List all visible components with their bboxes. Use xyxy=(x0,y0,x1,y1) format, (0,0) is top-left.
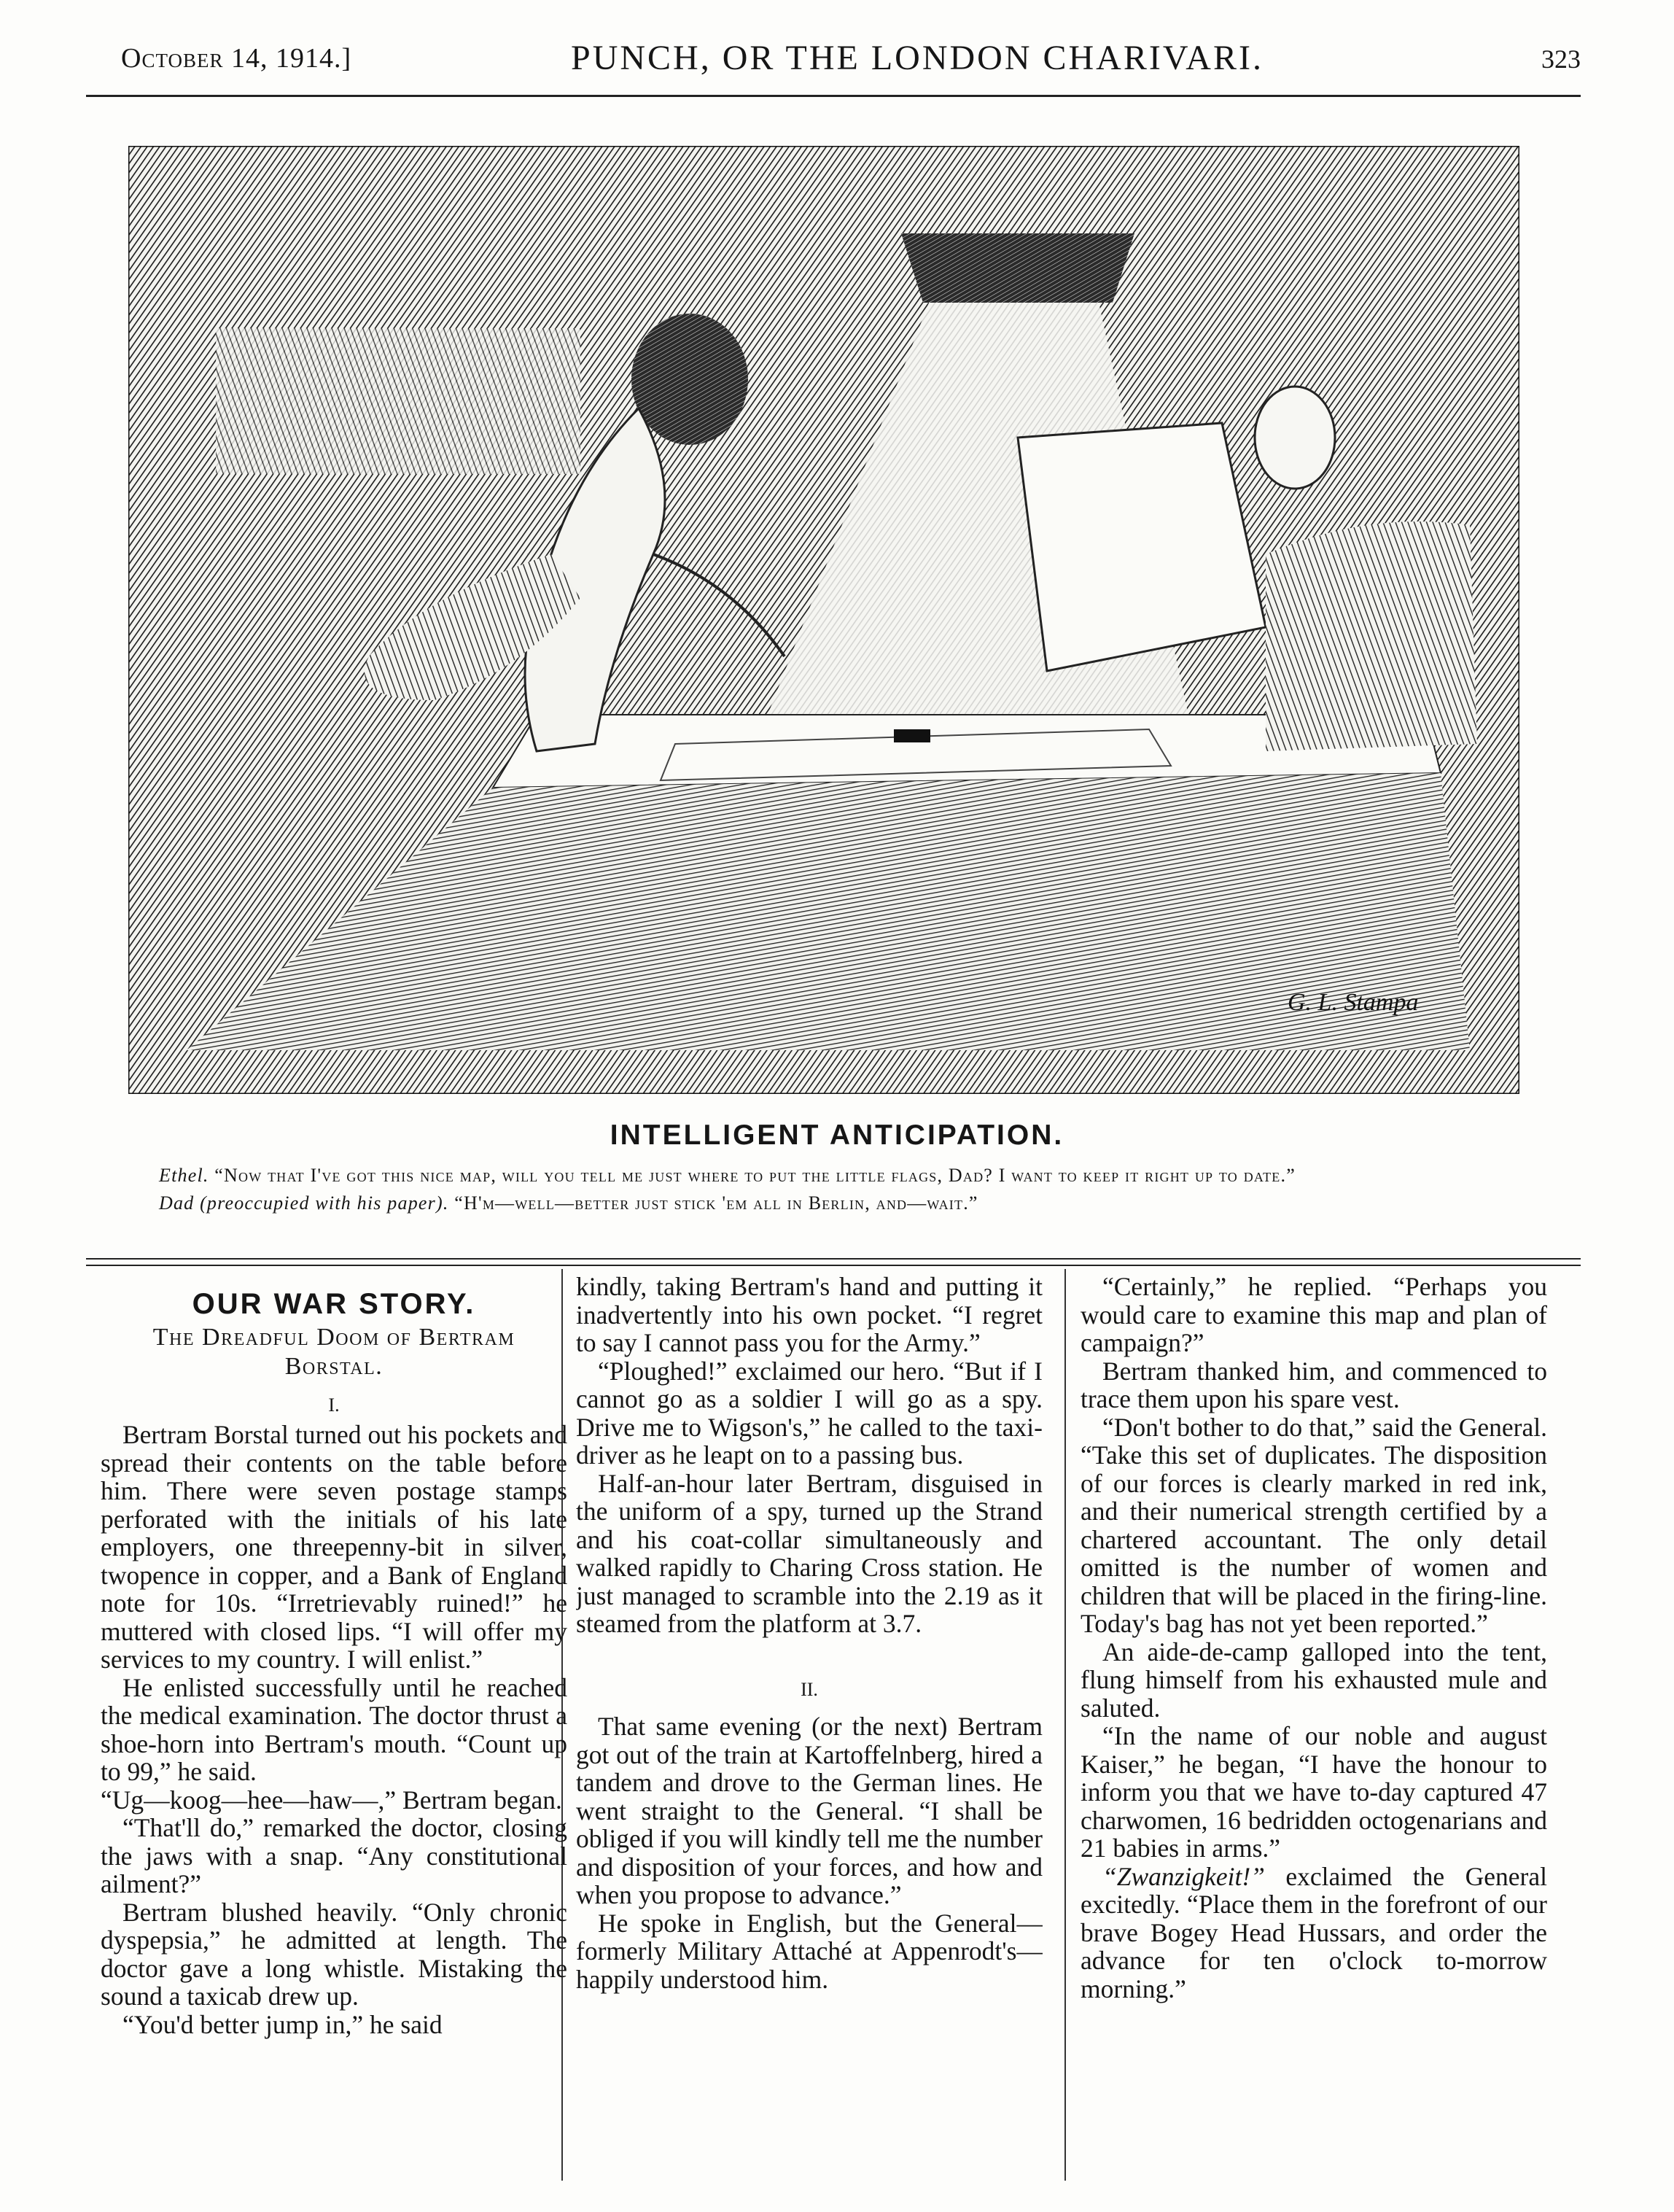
paragraph: Bertram Borstal turned out his pockets and spread their contents on the table before him. There were seven postage stamps perforated with the initials of his late employers, one threepenny-bit in silver, twopence in copper, and a Bank of England note for 10s. “Irretrievably ruined!” he muttered with closed lips. “I will offer my services to my country. I will enlist.” xyxy=(101,1420,567,1674)
caption-text-dad: “H'm—well—better just stick 'em all in Berlin, and—wait.” xyxy=(454,1192,978,1214)
paragraph-text: exclaimed the General excitedly. “Place them in the forefront of our brave Bogey Head Hussars, and order the advance for ten o'clock to-morrow morning.” xyxy=(1081,1861,1547,2003)
paragraph xyxy=(1081,1863,1547,2003)
paragraph: “Certainly,” he replied. “Perhaps you would care to examine this map and plan of campaign?” xyxy=(1081,1273,1547,1357)
caption-speaker-dad: Dad (preoccupied with his paper). xyxy=(159,1192,449,1214)
article-column-1 xyxy=(101,1273,567,2181)
paragraph: He spoke in English, but the General—formerly Military Attaché at Appenrodt's—happily understood him. xyxy=(576,1908,1043,1994)
paragraph: “Ug—koog—hee—haw—,” Bertram began. xyxy=(101,1785,562,1815)
artist-signature: G. L. Stampa xyxy=(1288,989,1419,1016)
paragraph: “Ploughed!” exclaimed our hero. “But if I cannot go as a soldier I will go as a spy. Drive me to Wigson's,” he called to the taxi-driver as he leapt on to a passing bus. xyxy=(576,1356,1043,1470)
caption-text-ethel: “Now that I've got this nice map, will you tell me just where to put the little flags, Dad? I want to keep it right up to date.” xyxy=(214,1165,1296,1186)
cartoon-illustration xyxy=(128,146,1519,1094)
paragraph: An aide-de-camp galloped into the tent, flung himself from his exhausted mule and saluted. xyxy=(1081,1637,1547,1723)
exclamation-text: “Zwanzigkeit!” xyxy=(1102,1861,1265,1891)
article-subtitle: The Dreadful Doom of Bertram Borstal. xyxy=(152,1323,515,1380)
paragraph: “You'd better jump in,” he said xyxy=(122,2009,443,2039)
cartoon-caption-title: INTELLIGENT ANTICIPATION. xyxy=(610,1119,1064,1151)
caption-speaker-ethel: Ethel. xyxy=(159,1165,209,1186)
section-divider xyxy=(86,1258,1581,1266)
publication-title: PUNCH, OR THE LONDON CHARIVARI. xyxy=(571,39,1264,77)
cartoon-caption xyxy=(117,1163,1538,1216)
paragraph: That same evening (or the next) Bertram got out of the train at Kartoffelnberg, hired a tandem and drove to the German lines. He went straight to the General. “I shall be obliged if you will kindly tell me the number and disposition of your forces, and how and when you propose to advance.” xyxy=(576,1712,1043,1909)
caption-line-dad xyxy=(117,1191,1538,1216)
column-rule xyxy=(1064,1269,1066,2181)
paragraph: “That'll do,” remarked the doctor, closing the jaws with a snap. “Any constitutional ailment?” xyxy=(101,1813,567,1898)
paragraph: Bertram thanked him, and commenced to trace them upon his spare vest. xyxy=(1081,1356,1547,1413)
caption-line-ethel xyxy=(117,1163,1538,1188)
paragraph: kindly, taking Bertram's hand and putting it inadvertently into his own pocket. “I regret to say I cannot pass you for the Army.” xyxy=(576,1273,1043,1357)
paragraph: Bertram blushed heavily. “Only chronic dyspepsia,” he admitted at length. The doctor gave a long whistle. Mistaking the sound a taxicab drew up. xyxy=(101,1897,567,2011)
paragraph: “Don't bother to do that,” said the General. “Take this set of duplicates. The disposition of our forces is clearly marked in red ink, and their numerical strength certified by a chartered accountant. The only detail omitted is the number of women and children that will be placed in the firing-line. Today's bag has not yet been reported.” xyxy=(1081,1412,1547,1638)
article-column-3 xyxy=(1081,1273,1547,2181)
issue-date: October 14, 1914.] xyxy=(121,43,352,74)
cartoon-drawing xyxy=(128,146,1519,1094)
section-number: I. xyxy=(328,1394,340,1416)
article-column-2 xyxy=(576,1273,1043,2181)
paragraph: Half-an-hour later Bertram, disguised in the uniform of a spy, turned up the Strand and his coat-collar simultaneously and walked rapidly to Charing Cross station. He just managed to scramble into the 2.19 as it steamed from the platform at 3.7. xyxy=(576,1468,1043,1638)
page-number: 323 xyxy=(1541,44,1581,74)
section-number: II. xyxy=(801,1678,818,1700)
page-header xyxy=(86,38,1581,97)
paragraph: He enlisted successfully until he reached the medical examination. The doctor thrust a shoe-horn into Bertram's mouth. “Count up to 99,” he said. xyxy=(101,1672,567,1786)
paragraph: “In the name of our noble and august Kaiser,” he began, “I have the honour to inform you that we have to-day captured 47 charwomen, 16 bedridden octogenarians and 21 babies in arms.” xyxy=(1081,1721,1547,1863)
article-title: OUR WAR STORY. xyxy=(192,1288,476,1320)
